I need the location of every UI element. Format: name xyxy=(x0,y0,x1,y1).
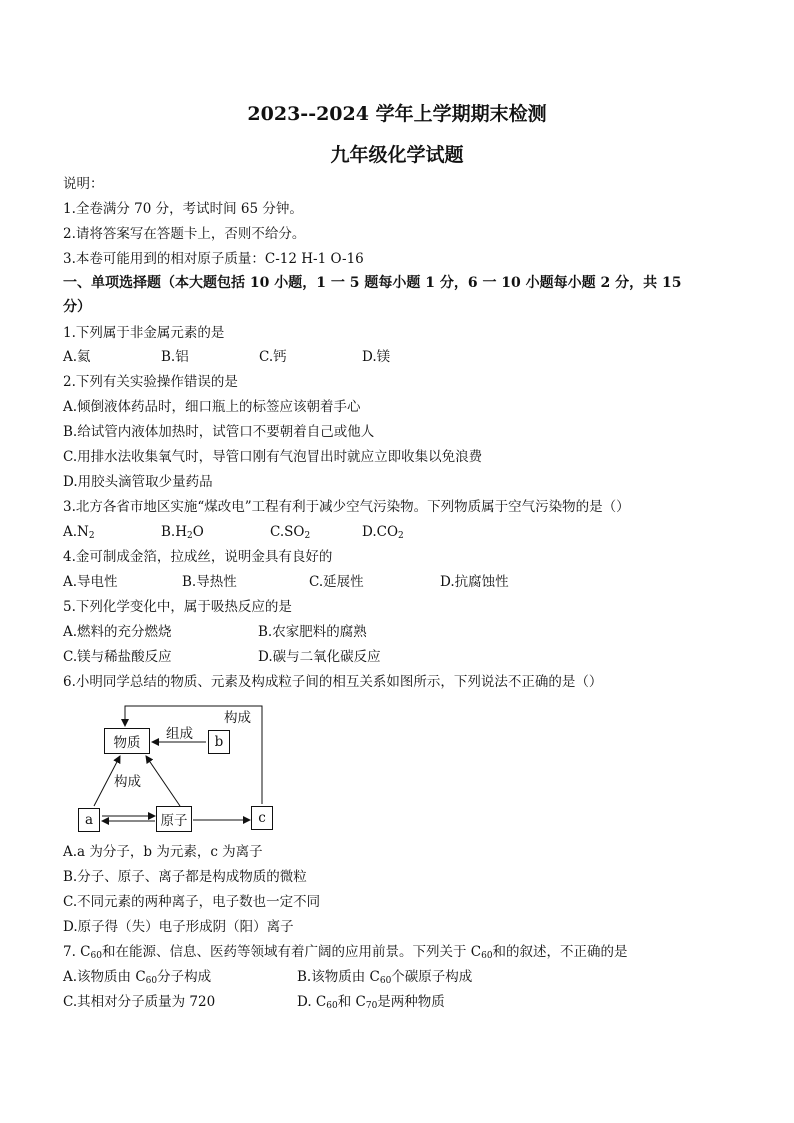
section-heading-cont: 分） xyxy=(63,299,91,315)
q2-option-c: C.用排水法收集氧气时，导管口刚有气泡冒出时就应立即收集以免浪费 xyxy=(63,449,483,465)
atom-box: 原子 xyxy=(156,806,192,832)
q5-option-a: A.燃料的充分燃烧 xyxy=(63,624,172,640)
label-compose: 组成 xyxy=(166,726,193,742)
question-6-stem: 6.小明同学总结的物质、元素及构成粒子间的相互关系如图所示，下列说法不正确的是（） xyxy=(63,674,603,690)
label-construct-left: 构成 xyxy=(114,774,141,790)
q3-option-a: $A.N_2$ xyxy=(63,524,95,541)
q4-option-b: B.导热性 xyxy=(182,574,237,590)
q3-option-d: $D.CO_2$ xyxy=(362,524,404,541)
q6-option-c: C.不同元素的两种离子，电子数也一定不同 xyxy=(63,894,321,910)
q5-option-d: D.碳与二氧化碳反应 xyxy=(258,649,381,665)
question-3-stem: 3.北方各省市地区实施“煤改电”工程有利于减少空气污染物。下列物质属于空气污染物的是（） xyxy=(63,499,630,515)
q3-option-c: $C.SO_2$ xyxy=(270,524,311,541)
q6-option-d: D.原子得（失）电子形成阴（阳）离子 xyxy=(63,919,294,935)
q7-option-d: D. $C_{60}$和 $C_{70}$是两种物质 xyxy=(297,994,445,1011)
q2-option-d: D.用胶头滴管取少量药品 xyxy=(63,474,213,490)
q7-option-c: C.其相对分子质量为 720 xyxy=(63,994,216,1010)
note-1: 1.全卷满分 70 分，考试时间 65 分钟。 xyxy=(63,201,303,217)
q3-option-b: $B.H_2O$ xyxy=(161,524,204,541)
q7-option-a: A.该物质由 $C_{60}$分子构成 xyxy=(63,969,212,986)
note-3: 3.本卷可能用到的相对原子质量：C-12 H-1 O-16 xyxy=(63,251,364,267)
question-5-stem: 5.下列化学变化中，属于吸热反应的是 xyxy=(63,599,292,615)
q1-option-a: A.氦 xyxy=(63,349,91,365)
a-box: a xyxy=(78,808,100,832)
q1-option-b: B.铝 xyxy=(161,349,189,365)
q6-option-a: A.a 为分子，b 为元素，c 为离子 xyxy=(63,844,263,860)
question-7-stem: 7. $C_{60}$和在能源、信息、医药等领域有着广阔的应用前景。下列关于 $C_{60}$和的叙述，不正确的是 xyxy=(63,944,628,961)
q1-option-c: C.钙 xyxy=(259,349,287,365)
q6-option-b: B.分子、原子、离子都是构成物质的微粒 xyxy=(63,869,307,885)
exam-title: 2023--2024 学年上学期期末检测 xyxy=(247,103,547,125)
q4-option-c: C.延展性 xyxy=(309,574,364,590)
q4-option-d: D.抗腐蚀性 xyxy=(440,574,509,590)
q4-option-a: A.导电性 xyxy=(63,574,118,590)
notes-heading: 说明： xyxy=(63,176,104,192)
q2-option-a: A.倾倒液体药品时，细口瓶上的标签应该朝着手心 xyxy=(63,399,361,415)
question-1-stem: 1.下列属于非金属元素的是 xyxy=(63,325,225,341)
relationship-diagram xyxy=(70,700,290,840)
question-4-stem: 4.金可制成金箔，拉成丝，说明金具有良好的 xyxy=(63,549,333,565)
q1-option-d: D.镁 xyxy=(362,349,391,365)
b-box: b xyxy=(208,730,230,754)
c-box: c xyxy=(251,806,273,830)
label-construct-top: 构成 xyxy=(224,710,251,726)
q7-option-b: B.该物质由 $C_{60}$个碳原子构成 xyxy=(297,969,473,986)
q2-option-b: B.给试管内液体加热时，试管口不要朝着自己或他人 xyxy=(63,424,375,440)
q5-option-b: B.农家肥料的腐熟 xyxy=(258,624,367,640)
q5-option-c: C.镁与稀盐酸反应 xyxy=(63,649,172,665)
substance-box: 物质 xyxy=(104,728,150,754)
exam-subtitle: 九年级化学试题 xyxy=(330,144,464,166)
section-heading: 一、单项选择题（本大题包括 10 小题，1 一 5 题每小题 1 分，6 一 10 小题每小题 2 分，共 15 xyxy=(63,275,682,291)
note-2: 2.请将答案写在答题卡上，否则不给分。 xyxy=(63,226,306,242)
question-2-stem: 2.下列有关实验操作错误的是 xyxy=(63,374,238,390)
